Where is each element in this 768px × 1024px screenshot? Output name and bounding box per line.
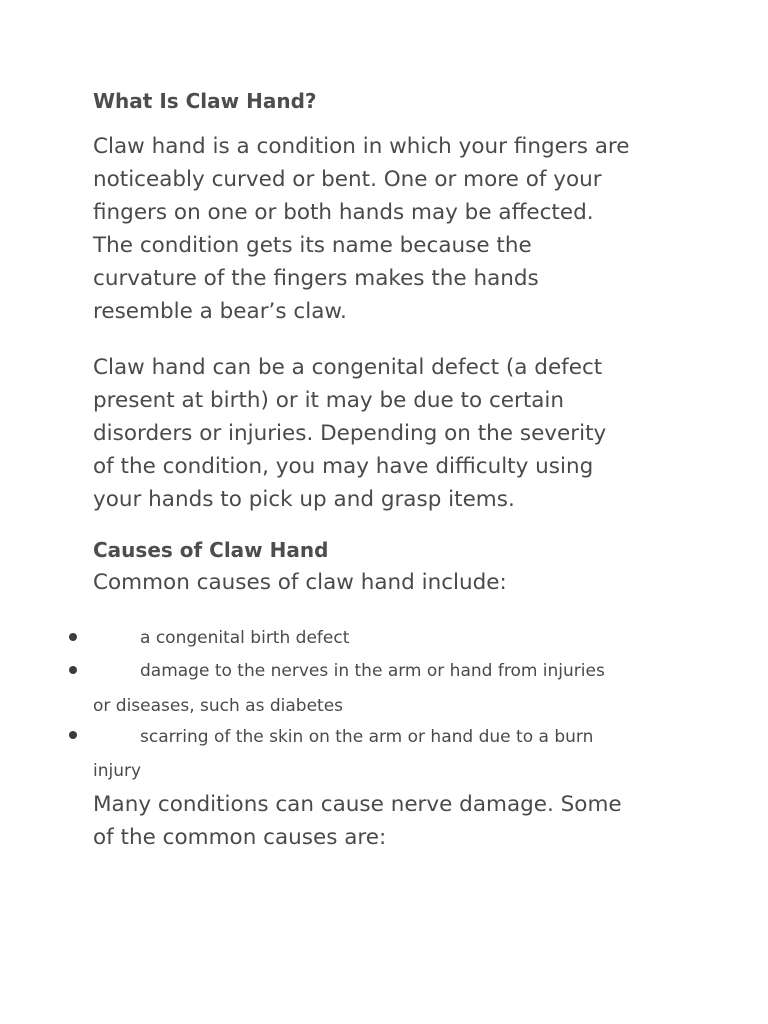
paragraph-definition	[93, 130, 693, 328]
list-item-text: damage to the nerves in the arm or hand from injuries	[140, 661, 605, 681]
bullet-icon	[69, 666, 77, 674]
list-item-text-continued: or diseases, such as diabetes	[93, 696, 344, 716]
paragraph-line: of the condition, you may have difficulty using	[93, 454, 594, 479]
paragraph-line: Claw hand is a condition in which your fingers are	[93, 134, 630, 159]
paragraph-line: your hands to pick up and grasp items.	[93, 487, 515, 512]
paragraph-line: present at birth) or it may be due to certain	[93, 388, 565, 413]
list-item-text-continued: injury	[93, 761, 142, 781]
paragraph-nerve-damage	[93, 788, 622, 854]
heading-what-is-claw-hand: What Is Claw Hand?	[93, 89, 317, 113]
heading-causes-of-claw-hand: Causes of Claw Hand	[93, 538, 329, 562]
paragraph-line: noticeably curved or bent. One or more of your	[93, 167, 602, 192]
paragraph-line: fingers on one or both hands may be affected.	[93, 200, 594, 225]
list-item	[0, 654, 768, 721]
causes-list	[0, 622, 768, 787]
paragraph-line: resemble a bear’s claw.	[93, 299, 347, 324]
bullet-icon	[69, 731, 77, 739]
list-item	[0, 721, 768, 787]
paragraph-line: disorders or injuries. Depending on the severity	[93, 421, 607, 446]
paragraph-line: Claw hand can be a congenital defect (a defect	[93, 355, 603, 380]
paragraph-line: The condition gets its name because the	[93, 233, 532, 258]
paragraph-line: of the common causes are:	[93, 825, 387, 850]
list-item	[0, 622, 768, 654]
list-item-text: scarring of the skin on the arm or hand due to a burn	[140, 727, 594, 747]
paragraph-line: Many conditions can cause nerve damage. Some	[93, 792, 622, 817]
paragraph-line: curvature of the fingers makes the hands	[93, 266, 539, 291]
causes-intro: Common causes of claw hand include:	[93, 570, 507, 595]
bullet-icon	[69, 633, 77, 641]
paragraph-origin	[93, 351, 693, 516]
list-item-text: a congenital birth defect	[140, 628, 350, 648]
